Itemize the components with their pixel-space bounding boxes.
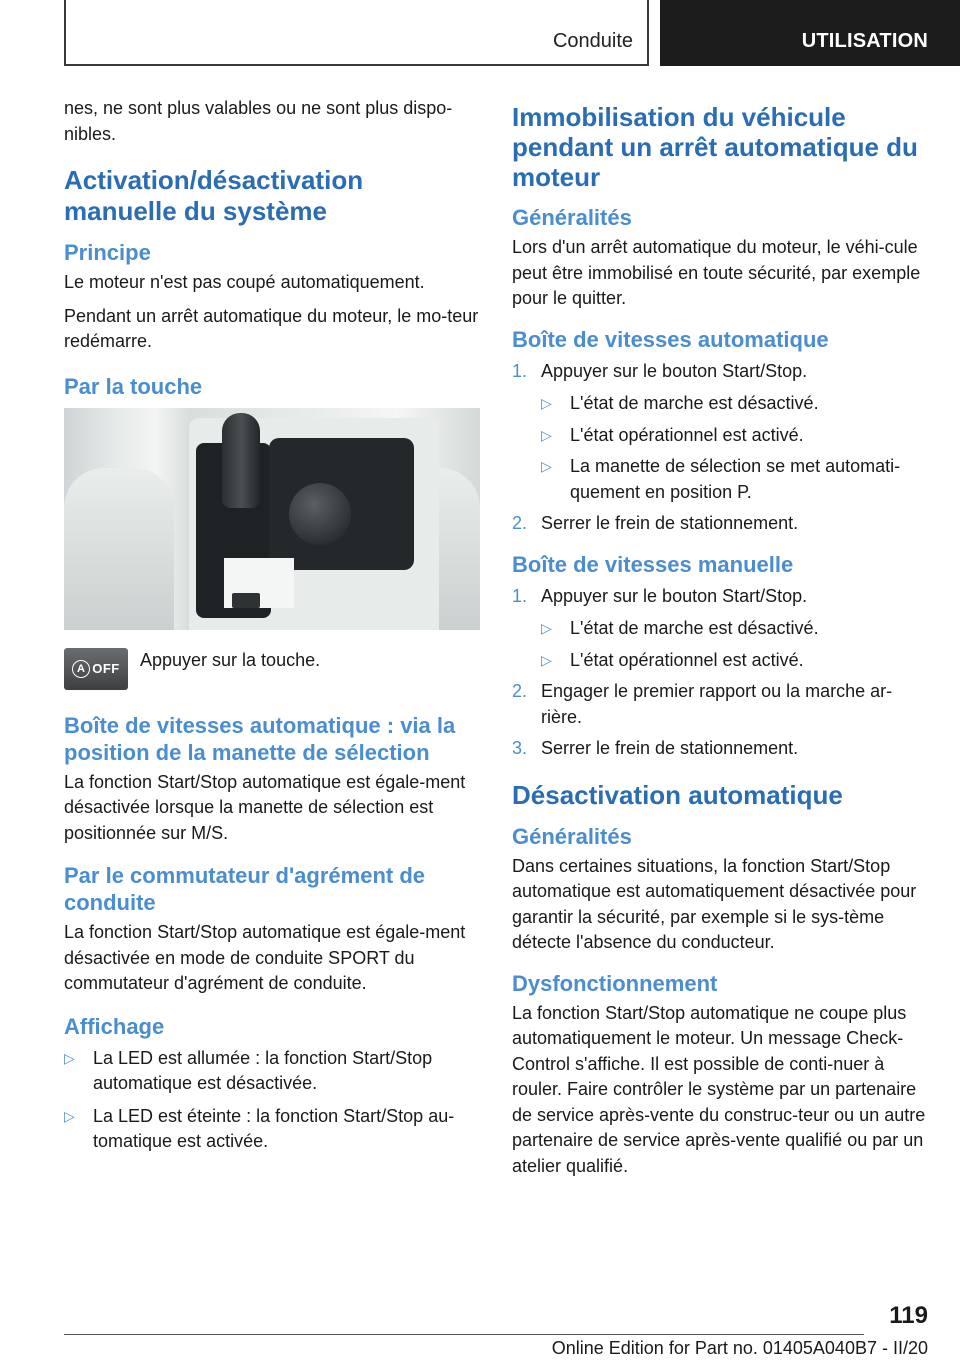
list-item: ▷ La LED est éteinte : la fonction Start/Stop au-tomatique est activée.	[64, 1105, 455, 1151]
heading-desactivation: Désactivation automatique	[512, 779, 843, 810]
heading-affichage: Affichage	[64, 1013, 165, 1039]
triangle-bullet-icon: ▷	[64, 1107, 75, 1124]
list-item: ▷ L'état de marche est désactivé.	[541, 616, 930, 642]
heading-immobilisation: Immobilisation du véhicule pendant un arrêt automatique du moteur	[512, 102, 918, 192]
header-chapter-title: UTILISATION	[801, 30, 928, 52]
gear-selector-lever	[222, 413, 260, 508]
start-stop-off-button	[232, 593, 260, 608]
dysfonctionnement-text: La fonction Start/Stop automatique ne coupe plus automatiquement le moteur. Un message Check-Control s'affiche. Il est possible de conti-nuer à rouler. Faire contrôler le système par un partenaire de service après-vente du construc-teur ou un autre partenaire de service après-vente qualifié ou par un atelier qualifié.	[512, 1002, 926, 1176]
auto-start-stop-off-icon	[64, 648, 128, 690]
manual-steps-list	[512, 584, 930, 762]
intro-text: nes, ne sont plus valables ou ne sont plus dispo-nibles.	[64, 98, 453, 144]
list-item: 2. Engager le premier rapport ou la marche ar-rière.	[512, 681, 893, 727]
list-item: ▷ L'état de marche est désactivé.	[541, 391, 930, 417]
heading-activation: Activation/désactivation manuelle du système	[64, 165, 364, 226]
heading-par-la-touche: Par la touche	[64, 373, 203, 399]
header-section-title: Conduite	[552, 30, 633, 52]
heading-generalites-2: Généralités	[512, 823, 632, 849]
commutateur-text: La fonction Start/Stop automatique est égale-ment désactivée en mode de conduite SPORT du commutateur d'agrément de conduite.	[64, 922, 466, 993]
seat-left	[64, 468, 174, 630]
generalites-1-text: Lors d'un arrêt automatique du moteur, le véhi-cule peut être immobilisé en toute sécurité, par exemple pour le quitter.	[512, 237, 921, 308]
list-item: 1. Appuyer sur le bouton Start/Stop. ▷ L'état de marche est désactivé. ▷ L'état opérationnel est activé. ▷ La manette de sélection se met automati-quement en position P.	[512, 359, 930, 506]
heading-dysfonctionnement: Dysfonctionnement	[512, 970, 718, 996]
triangle-bullet-icon: ▷	[541, 426, 552, 443]
footer-edition-note: Online Edition for Part no. 01405A040B7 - II/20	[551, 1338, 928, 1358]
key-label: OFF	[92, 661, 120, 676]
triangle-bullet-icon: ▷	[541, 395, 552, 411]
page-number: 119	[889, 1302, 928, 1329]
affichage-list	[64, 1046, 482, 1155]
left-column	[64, 96, 482, 1163]
boite-auto-position-text: La fonction Start/Stop automatique est égale-ment désactivée lorsque la manette de sélection est positionnée sur M/S.	[64, 771, 466, 843]
principe-text-1: Le moteur n'est pas coupé automatiquement.	[64, 272, 425, 292]
console-photo	[64, 408, 480, 630]
generalites-2-text: Dans certaines situations, la fonction Start/Stop automatique est automatiquement désactivée pour garantir la sécurité, par exemple si le sys-tème détecte l'absence du conducteur.	[512, 855, 917, 952]
principe-text-2: Pendant un arrêt automatique du moteur, le mo-teur redémarre.	[64, 305, 479, 351]
triangle-bullet-icon: ▷	[541, 458, 552, 474]
header-section-box	[64, 0, 649, 66]
key-instruction-text: Appuyer sur la touche.	[140, 649, 321, 670]
triangle-bullet-icon: ▷	[541, 651, 552, 668]
triangle-bullet-icon: ▷	[64, 1049, 75, 1066]
heading-boite-auto: Boîte de vitesses automatique	[512, 326, 829, 352]
list-item: ▷ L'état opérationnel est activé.	[541, 648, 930, 674]
list-item: 3. Serrer le frein de stationnement.	[512, 738, 799, 758]
list-item: 1. Appuyer sur le bouton Start/Stop. ▷ L'état de marche est désactivé. ▷ L'état opérationnel est activé.	[512, 584, 930, 674]
footer-divider	[64, 1334, 864, 1335]
heading-generalites-1: Généralités	[512, 205, 632, 230]
key-instruction-row	[64, 648, 482, 690]
header-chapter-box	[660, 0, 960, 66]
list-item: ▷ L'état opérationnel est activé.	[541, 423, 930, 449]
heading-commutateur: Par le commutateur d'agrément de conduite	[64, 863, 426, 915]
triangle-bullet-icon: ▷	[541, 620, 552, 636]
heading-boite-manuelle: Boîte de vitesses manuelle	[512, 551, 794, 577]
list-item: ▷ La LED est allumée : la fonction Start/Stop automatique est désactivée.	[64, 1047, 433, 1093]
right-column	[512, 96, 930, 1187]
list-item: ▷ La manette de sélection se met automati-quement en position P.	[541, 456, 901, 502]
list-item: 2. Serrer le frein de stationnement.	[512, 513, 799, 533]
heading-boite-auto-position: Boîte de vitesses automatique : via la position de la manette de sélection	[64, 712, 456, 765]
heading-principe: Principe	[64, 240, 151, 265]
auto-steps-list	[512, 359, 930, 537]
idrive-knob	[289, 483, 351, 545]
auto-a-icon: A	[72, 660, 90, 678]
